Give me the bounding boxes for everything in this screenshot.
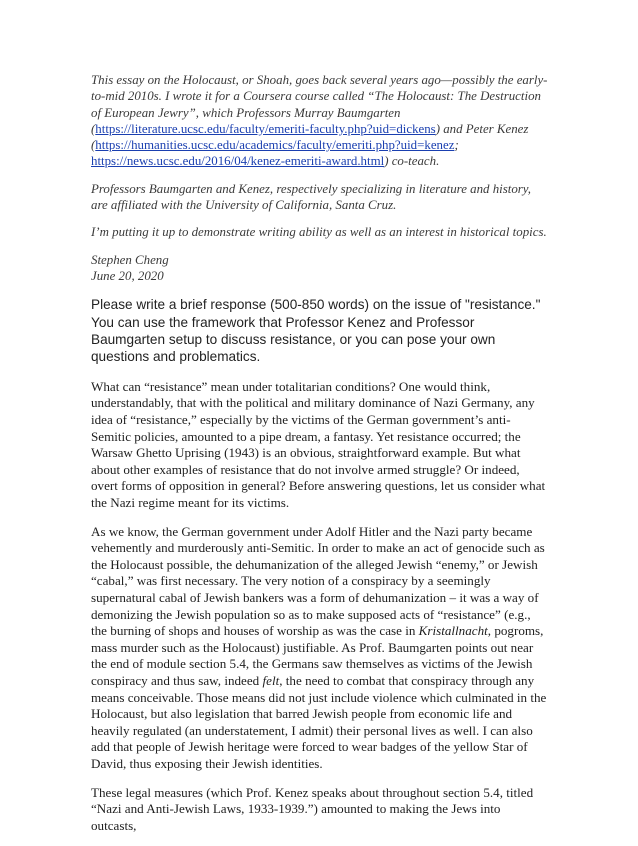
assignment-prompt: Please write a brief response (500-850 words) on the issue of "resistance." You can use the framework that Professor Kenez and Professor Baumgarten setup to discuss resistance, or you can pose your own questions and problematics.	[91, 297, 541, 365]
essay-paragraph-2	[91, 524, 549, 773]
purpose-paragraph: I’m putting it up to demonstrate writing ability as well as an interest in historical topics.	[91, 225, 547, 240]
signature-date: June 20, 2020	[91, 268, 164, 283]
essay-emphasis-felt: felt	[262, 672, 280, 688]
link-kenez-faculty[interactable]: https://humanities.ucsc.edu/academics/faculty/emeriti.php?uid=kenez	[95, 138, 455, 153]
link-kenez-award[interactable]: https://news.ucsc.edu/2016/04/kenez-emeriti-award.html	[91, 154, 385, 169]
affiliation-paragraph: Professors Baumgarten and Kenez, respectively specializing in literature and history, are affiliated with the University of California, Santa Cruz.	[91, 181, 532, 213]
document-content	[91, 72, 549, 846]
intro-text: ;	[454, 138, 459, 153]
intro-text: ) co-teach.	[384, 154, 440, 169]
intro-text: ) and Peter Kenez (	[91, 121, 529, 153]
essay-text: , the need to combat that conspiracy through any means conceivable. Those means did not just include violence which culminated in the Holocaust, but also legislation that barred Jewish people from economic life and heavily regulated (an understatement, I admit) their personal lives as well. I can also add that people of Jewish heritage were forced to wear badges of the yellow Star of David, thus exposing their Jewish identities.	[91, 672, 547, 771]
link-baumgarten-faculty[interactable]: https://literature.ucsc.edu/faculty/emeriti-faculty.php?uid=dickens	[95, 121, 436, 136]
essay-text: , pogroms, mass murder such as the Holocaust) justifiable. As Prof. Baumgarten points out near the end of module section 5.4, the Germans saw themselves as victims of the Jewish conspiracy and thus saw, indeed	[91, 623, 544, 688]
essay-text: As we know, the German government under Adolf Hitler and the Nazi party became vehemently and murderously anti-Semitic. In order to make an act of genocide such as the Holocaust possible, the dehumanization of the alleged Jewish “enemy,” or Jewish “cabal,” was first necessary. The very notion of a conspiracy by a seemingly supernatural cabal of Jewish bankers was a form of dehumanization – it was a way of demonizing the Jewish population so as to make supposed acts of “resistance” (e.g., the burning of shops and houses of worship as was the case in	[91, 523, 545, 639]
essay-emphasis-kristallnacht: Kristallnacht	[418, 623, 488, 639]
intro-paragraph	[91, 72, 549, 170]
intro-text: This essay on the Holocaust, or Shoah, goes back several years ago—possibly the early-to-mid 2010s. I wrote it for a Coursera course called “The Holocaust: The Destruction of European Jewry”, which Professors Murray Baumgarten (	[91, 73, 548, 136]
essay-paragraph-3: These legal measures (which Prof. Kenez speaks about throughout section 5.4, titled “Nazi and Anti-Jewish Laws, 1933-1939.”) amounted to making the Jews into outcasts,	[91, 784, 534, 833]
author-name: Stephen Cheng	[91, 252, 169, 267]
essay-paragraph-1: What can “resistance” mean under totalitarian conditions? One would think, understandably, that with the political and military dominance of Nazi Germany, any idea of “resistance,” especially by the victims of the German government’s anti-Semitic policies, amounted to a pipe dream, a fantasy. Yet resistance occurred; the Warsaw Ghetto Uprising (1943) is an obvious, straightforward example. But what about other examples of resistance that do not involve armed struggle? Or indeed, overt forms of opposition in general? Before answering questions, let us consider what the Nazi regime meant for its victims.	[91, 378, 546, 511]
signature-block	[91, 252, 549, 285]
